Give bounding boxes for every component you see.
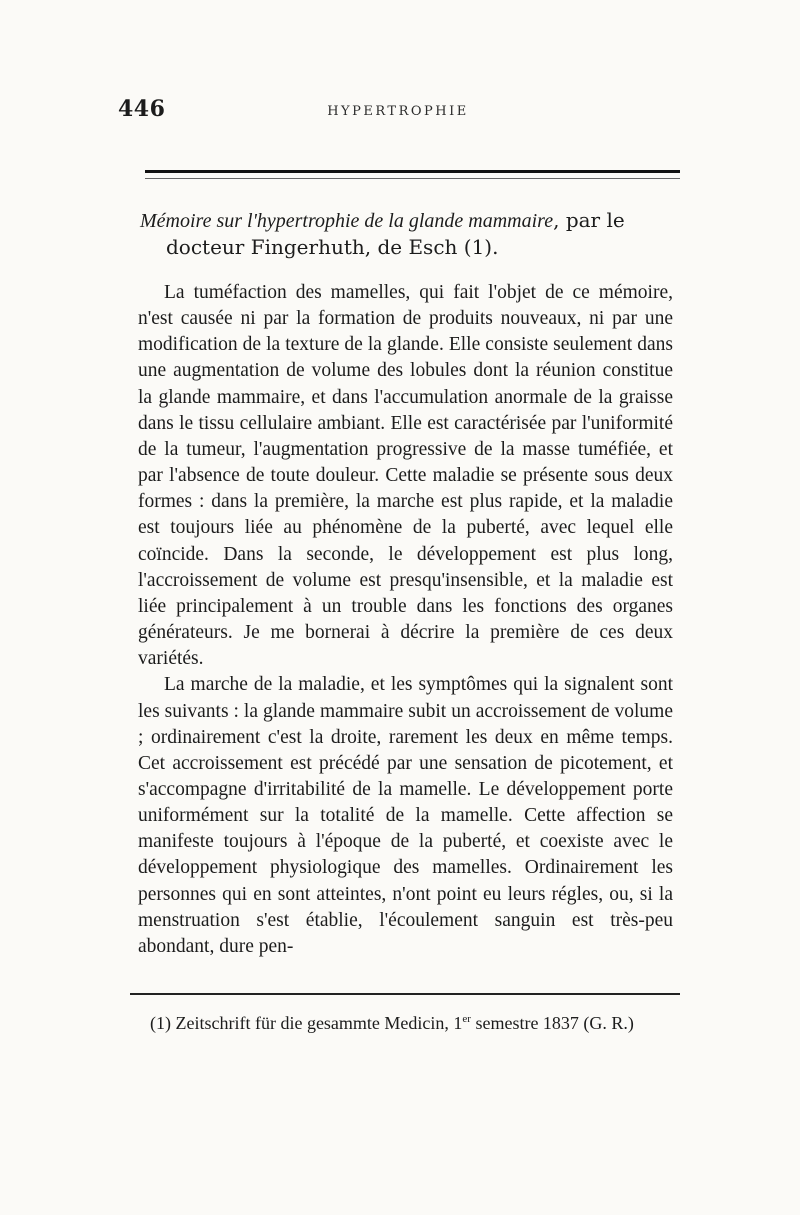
header-rule [145, 170, 680, 173]
running-head: HYPERTROPHIE [327, 104, 469, 119]
footnote-rule [130, 993, 680, 995]
paragraph-2: La marche de la maladie, et les symptômes qui la signalent sont les suivants : la glande mammaire subit un accroissement de volume ; ordinairement c'est la droite, rarement les deux en même temps. Cet accroissement est précédé par une sensation de picotement, et s'accompagne d'irritabilité de la mamelle. Le développement porte uniformément sur la totalité de la mamelle. Cette affection se manifeste toujours à l'époque de la puberté, et coexiste avec le développement physiologique des mamelles. Ordinairement les personnes qui en sont atteintes, n'ont point eu leurs régles, ou, si la menstruation s'est établie, l'écoulement sanguin est très-peu abondant, dure pen- [138, 674, 673, 957]
article-title [140, 207, 685, 260]
page-header [118, 96, 678, 130]
paragraph-1: La tuméfaction des mamelles, qui fait l'objet de ce mémoire, n'est causée ni par la formation de produits nouveaux, ni par une modification de la texture de la glande. Elle consiste seulement dans une augmentation de volume des lobules dont la réunion constitue la glande mammaire, et dans l'accumulation anormale de la graisse dans le tissu cellulaire ambiant. Elle est caractérisée par l'uniformité de la tumeur, l'augmentation progressive de la masse tuméfiée, et par l'absence de toute douleur. Cette maladie se présente sous deux formes : dans la première, la marche est plus rapide, et la maladie est toujours liée au phénomène de la puberté, avec lequel elle coïncide. Dans la seconde, le développement est plus long, l'accroissement de volume est presqu'insensible, et la maladie est liée principalement à un trouble dans les fonctions des organes générateurs. Je me bornerai à décrire la première de ces deux variétés. [138, 282, 673, 670]
article-title-line-1 [140, 207, 685, 234]
footnote-superscript: er [462, 1013, 471, 1025]
footnote-text-start: (1) Zeitschrift für die gesammte Medicin, 1 [150, 1013, 463, 1033]
article-title-italic: Mémoire sur l'hypertrophie de la glande mammaire [140, 210, 554, 232]
footnote-text-end: semestre 1837 (G. R.) [470, 1013, 634, 1033]
article-body [138, 280, 673, 960]
article-title-rest: , par le [553, 208, 625, 232]
page-number: 446 [118, 96, 166, 122]
footnote [150, 1011, 690, 1035]
article-title-line-2: docteur Fingerhuth, de Esch (1). [166, 235, 499, 259]
